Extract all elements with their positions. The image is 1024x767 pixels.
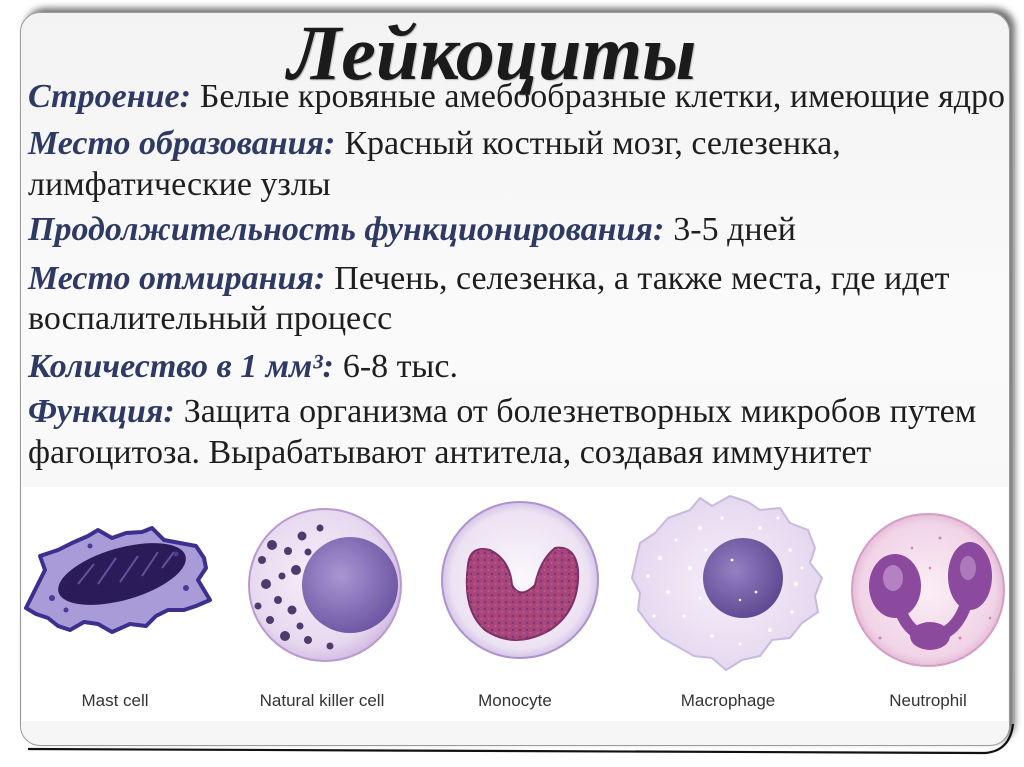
fact-text: Красный костный мозг, селезенка, bbox=[344, 125, 841, 162]
fact-structure bbox=[28, 77, 1005, 117]
cell-label-mast: Mast cell bbox=[81, 691, 149, 710]
fact-label: Место образования: bbox=[28, 125, 336, 162]
slide-title: Лейкоциты bbox=[287, 9, 697, 96]
nk-cell-nucleus bbox=[302, 537, 398, 633]
fact-text: Белые кровяные амебообразные клетки, имеющие ядро bbox=[199, 78, 1006, 115]
natural-killer-cell-illustration bbox=[249, 509, 401, 661]
macrophage-illustration bbox=[632, 496, 822, 670]
fact-count bbox=[28, 347, 458, 387]
fact-text: 3-5 дней bbox=[673, 211, 796, 248]
neutrophil-nucleus-highlight bbox=[883, 565, 903, 591]
leukocyte-illustrations bbox=[0, 488, 1024, 728]
fact-origin-continued bbox=[28, 165, 331, 205]
fact-text: лимфатические узлы bbox=[28, 166, 331, 203]
fact-text: Печень, селезенка, а также места, где идет bbox=[334, 260, 950, 297]
fact-function-continued bbox=[28, 433, 871, 473]
fact-label: Продолжительность функционирования: bbox=[28, 211, 665, 248]
fact-label: Функция: bbox=[28, 393, 175, 430]
fact-label: Строение: bbox=[28, 78, 191, 115]
fact-text: воспалительный процесс bbox=[28, 300, 393, 337]
cell-label-macrophage: Macrophage bbox=[680, 691, 776, 710]
fact-origin bbox=[28, 124, 841, 164]
fact-lifespan bbox=[28, 210, 796, 250]
fact-function bbox=[28, 392, 976, 432]
fact-destruction bbox=[28, 259, 949, 299]
fact-label: Количество в 1 мм³: bbox=[28, 348, 334, 385]
fact-text: Защита организма от болезнетворных микробов путем bbox=[183, 393, 977, 430]
neutrophil-nucleus-highlight bbox=[960, 556, 976, 580]
neutrophil-illustration bbox=[852, 514, 1004, 666]
cell-label-nk: Natural killer cell bbox=[259, 691, 385, 710]
fact-text: 6-8 тыс. bbox=[342, 348, 458, 385]
cell-label-neutrophil: Neutrophil bbox=[889, 691, 967, 710]
fact-text: фагоцитоза. Вырабатывают антитела, создавая иммунитет bbox=[28, 434, 872, 471]
fact-destruction-continued bbox=[28, 299, 392, 339]
mast-cell-illustration bbox=[26, 528, 210, 632]
cell-label-monocyte: Monocyte bbox=[478, 691, 552, 710]
fact-label: Место отмирания: bbox=[28, 260, 326, 297]
monocyte-illustration bbox=[442, 502, 598, 658]
macrophage-nucleus bbox=[703, 538, 783, 618]
